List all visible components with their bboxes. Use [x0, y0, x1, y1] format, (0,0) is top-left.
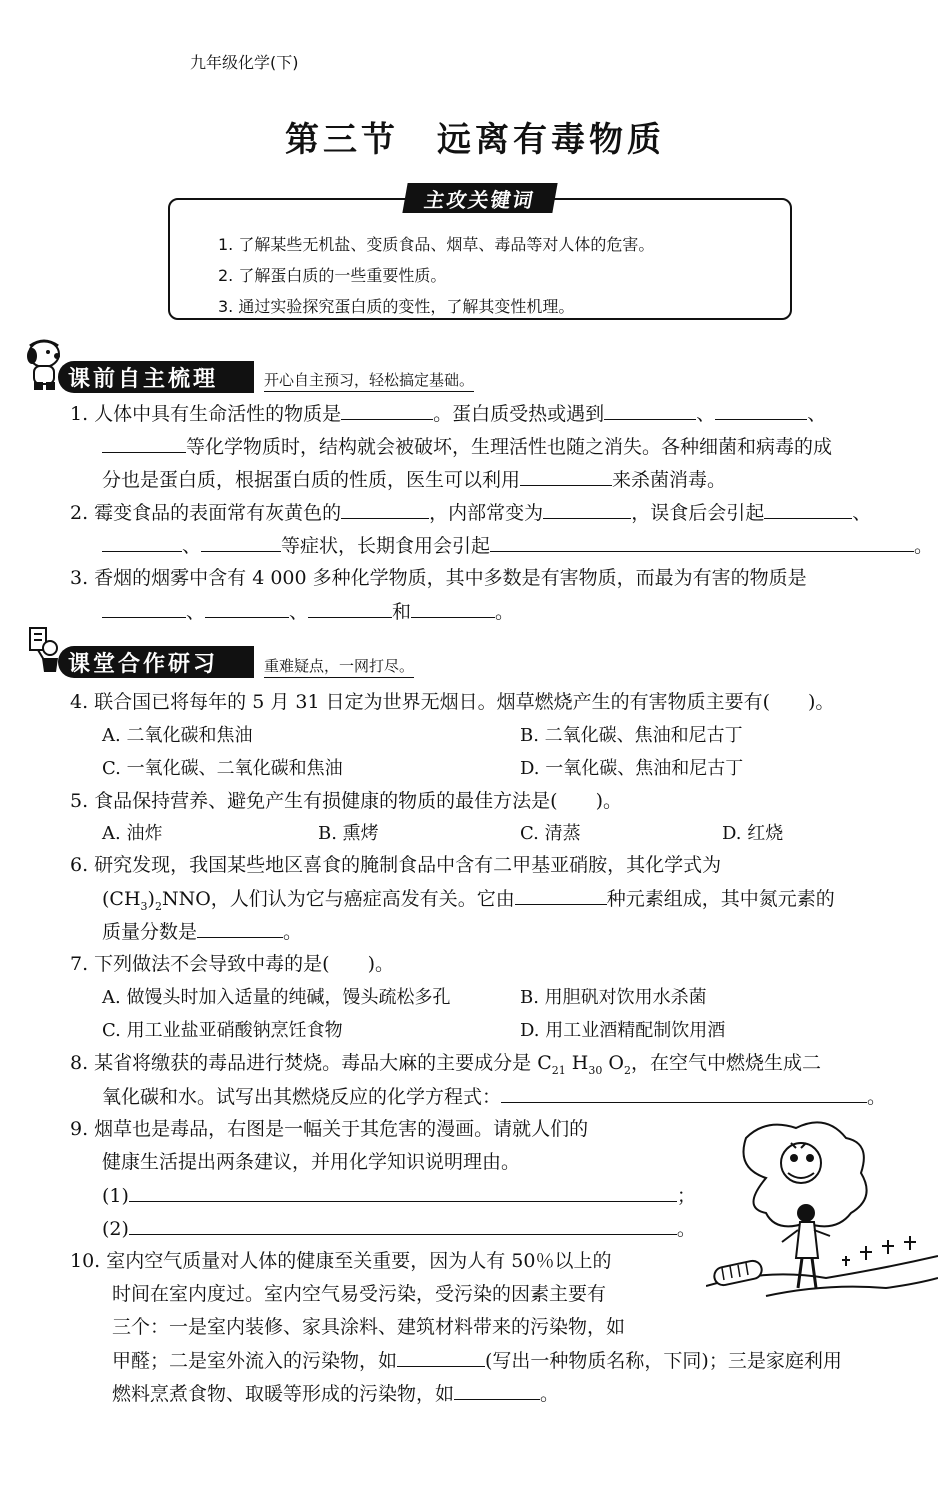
- question-1-line-1: 1. 人体中具有生命活性的物质是 。蛋白质受热或遇到 、 、: [70, 397, 940, 431]
- answer-blank[interactable]: [102, 595, 186, 618]
- keywords-tab: 主攻关键词: [402, 183, 557, 213]
- question-2-line-2: 、 等症状，长期食用会引起 。: [102, 529, 950, 563]
- question-9-line-2: 健康生活提出两条建议，并用化学知识说明理由。: [102, 1151, 521, 1173]
- option-c[interactable]: C. 用工业盐亚硝酸钠烹饪食物: [102, 1020, 343, 1041]
- answer-blank[interactable]: [102, 529, 182, 552]
- question-3-line-2: 、 、 和 。: [102, 595, 950, 629]
- question-9-line-4: (2) 。: [102, 1212, 702, 1246]
- question-6-line-2: $(CH_3)_2NNO$，人们认为它与癌症高发有关。它由 种元素组成，其中氮元素的: [102, 882, 950, 923]
- answer-blank[interactable]: [454, 1377, 540, 1400]
- answer-blank[interactable]: [764, 496, 852, 519]
- question-10-line-1: 10. 室内空气质量对人体的健康至关重要，因为人有 50％以上的: [70, 1250, 612, 1272]
- answer-blank[interactable]: [397, 1344, 485, 1367]
- question-10-line-4: 甲醛；二是室外流入的污染物，如 (写出一种物质名称，下同)；三是家庭利用: [112, 1344, 942, 1378]
- answer-blank[interactable]: [515, 882, 607, 905]
- question-9-line-3: (1) ；: [102, 1179, 702, 1213]
- question-8-line-1: 8. 某省将缴获的毒品进行焚烧。毒品大麻的主要成分是 $C_{21}$ $H_{30}$ $O_2$，在空气中燃烧生成二: [70, 1052, 821, 1077]
- option-a[interactable]: A. 油炸: [102, 823, 163, 844]
- option-a[interactable]: A. 二氧化碳和焦油: [102, 725, 253, 746]
- question-2-line-1: 2. 霉变食品的表面常有灰黄色的 ，内部常变为 ，误食后会引起 、: [70, 496, 940, 530]
- question-10-line-3: 三个：一是室内装修、家具涂料、建筑材料带来的污染物，如: [112, 1316, 626, 1338]
- answer-blank[interactable]: [490, 529, 914, 552]
- question-5-stem: 5. 食品保持营养、避免产生有损健康的物质的最佳方法是( )。: [70, 790, 622, 812]
- question-6-line-1: 6. 研究发现，我国某些地区喜食的腌制食品中含有二甲基亚硝胺，其化学式为: [70, 854, 722, 876]
- answer-blank[interactable]: [197, 915, 283, 938]
- page-header: 九年级化学(下): [190, 53, 299, 72]
- answer-blank[interactable]: [543, 496, 631, 519]
- question-6-line-3: 质量分数是 。: [102, 915, 950, 949]
- answer-blank[interactable]: [341, 397, 433, 420]
- question-7-stem: 7. 下列做法不会导致中毒的是( )。: [70, 953, 394, 975]
- answer-blank[interactable]: [129, 1212, 677, 1235]
- answer-blank[interactable]: [129, 1179, 677, 1202]
- option-a[interactable]: A. 做馒头时加入适量的纯碱，馒头疏松多孔: [102, 987, 451, 1008]
- option-c[interactable]: C. 一氧化碳、二氧化碳和焦油: [102, 758, 343, 779]
- section-subtitle: 重难疑点，一网打尽。: [264, 655, 414, 678]
- option-b[interactable]: B. 用胆矾对饮用水杀菌: [520, 987, 707, 1008]
- question-10-line-2: 时间在室内度过。室内空气易受污染，受污染的因素主要有: [112, 1283, 607, 1305]
- question-8-line-2: 氧化碳和水。试写出其燃烧反应的化学方程式： 。: [102, 1080, 950, 1114]
- answer-blank[interactable]: [411, 595, 495, 618]
- section-subtitle: 开心自主预习，轻松搞定基础。: [264, 369, 474, 392]
- keyword-item: 3. 通过实验探究蛋白质的变性，了解其变性机理。: [218, 297, 575, 316]
- answer-blank[interactable]: [205, 595, 289, 618]
- section-banner-classroom: 课堂合作研习: [58, 646, 254, 678]
- option-d[interactable]: D. 红烧: [722, 823, 784, 844]
- answer-blank[interactable]: [520, 463, 612, 486]
- answer-blank[interactable]: [604, 397, 696, 420]
- smoking-hazard-cartoon: [706, 1118, 938, 1308]
- question-1-line-2: 等化学物质时，结构就会被破坏，生理活性也随之消失。各种细菌和病毒的成: [102, 430, 950, 464]
- answer-blank[interactable]: [102, 430, 186, 453]
- answer-blank[interactable]: [341, 496, 429, 519]
- question-3-line-1: 3. 香烟的烟雾中含有 4 000 多种化学物质，其中多数是有害物质，而最为有害的物质是: [70, 567, 807, 589]
- section-title: 第三节 远离有毒物质: [285, 120, 665, 160]
- answer-blank[interactable]: [715, 397, 807, 420]
- option-d[interactable]: D. 用工业酒精配制饮用酒: [520, 1020, 726, 1041]
- answer-blank[interactable]: [501, 1080, 867, 1103]
- answer-blank[interactable]: [201, 529, 281, 552]
- question-4-stem: 4. 联合国已将每年的 5 月 31 日定为世界无烟日。烟草燃烧产生的有害物质主要有( )。: [70, 691, 835, 713]
- question-9-line-1: 9. 烟草也是毒品，右图是一幅关于其危害的漫画。请就人们的: [70, 1118, 589, 1140]
- keyword-item: 2. 了解蛋白质的一些重要性质。: [218, 266, 447, 285]
- option-c[interactable]: C. 清蒸: [520, 823, 581, 844]
- answer-blank[interactable]: [308, 595, 392, 618]
- keyword-item: 1. 了解某些无机盐、变质食品、烟草、毒品等对人体的危害。: [218, 235, 655, 254]
- question-10-line-5: 燃料烹煮食物、取暖等形成的污染物，如 。: [112, 1377, 942, 1411]
- section-banner-preview: 课前自主梳理: [58, 361, 254, 393]
- option-b[interactable]: B. 二氧化碳、焦油和尼古丁: [520, 725, 743, 746]
- option-d[interactable]: D. 一氧化碳、焦油和尼古丁: [520, 758, 744, 779]
- option-b[interactable]: B. 熏烤: [318, 823, 379, 844]
- question-1-line-3: 分也是蛋白质，根据蛋白质的性质，医生可以利用 来杀菌消毒。: [102, 463, 950, 497]
